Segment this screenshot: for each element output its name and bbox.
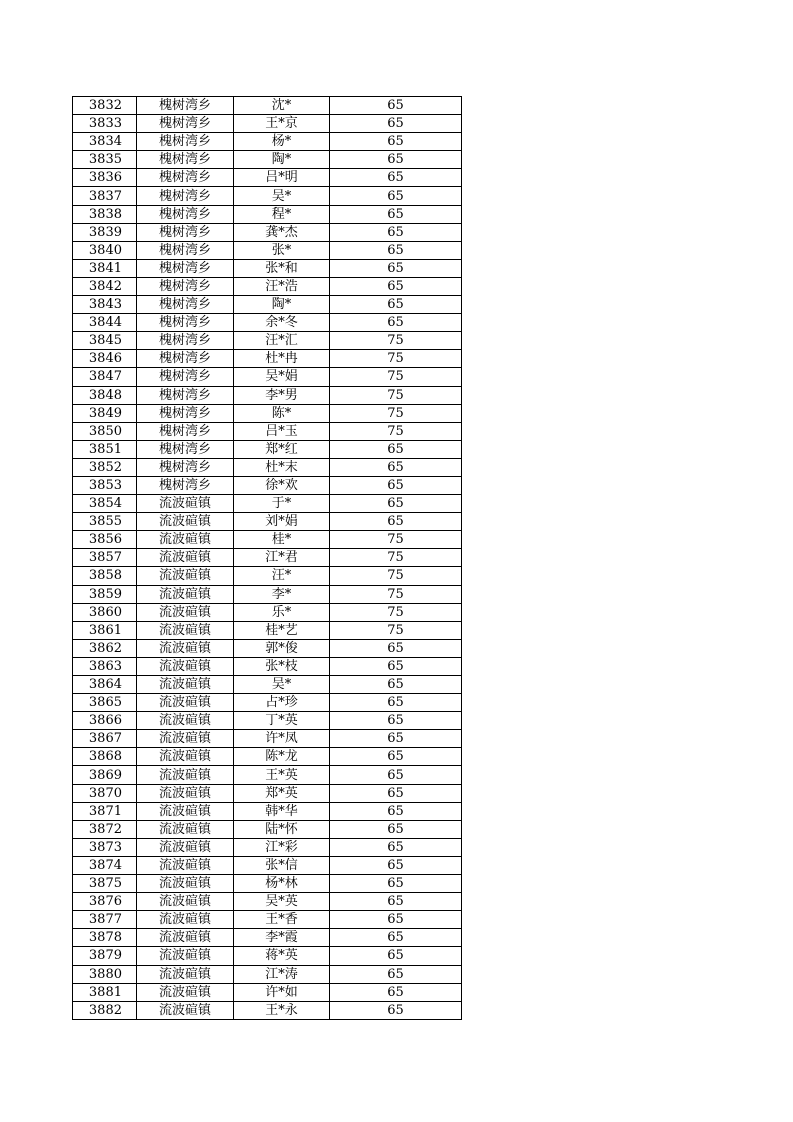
name-cell: 吕*明 (234, 169, 330, 187)
township-cell: 流波碹镇 (137, 893, 234, 911)
table-row (73, 386, 462, 404)
amount-cell: 65 (330, 97, 462, 115)
row-number-cell: 3836 (73, 169, 137, 187)
name-cell: 江*涛 (234, 965, 330, 983)
table-row (73, 531, 462, 549)
row-number-cell: 3859 (73, 585, 137, 603)
amount-cell: 75 (330, 621, 462, 639)
row-number-cell: 3833 (73, 115, 137, 133)
row-number-cell: 3861 (73, 621, 137, 639)
township-cell: 流波碹镇 (137, 748, 234, 766)
name-cell: 丁*英 (234, 712, 330, 730)
name-cell: 江*君 (234, 549, 330, 567)
name-cell: 蒋*英 (234, 947, 330, 965)
table-row (73, 838, 462, 856)
row-number-cell: 3842 (73, 277, 137, 295)
table-row (73, 205, 462, 223)
row-number-cell: 3878 (73, 929, 137, 947)
township-cell: 槐树湾乡 (137, 241, 234, 259)
name-cell: 陈* (234, 404, 330, 422)
table-row (73, 115, 462, 133)
row-number-cell: 3835 (73, 151, 137, 169)
name-cell: 桂* (234, 531, 330, 549)
amount-cell: 65 (330, 476, 462, 494)
township-cell: 流波碹镇 (137, 802, 234, 820)
township-cell: 流波碹镇 (137, 639, 234, 657)
amount-cell: 65 (330, 241, 462, 259)
name-cell: 王*永 (234, 1001, 330, 1019)
name-cell: 王*香 (234, 911, 330, 929)
table-row (73, 476, 462, 494)
row-number-cell: 3881 (73, 983, 137, 1001)
amount-cell: 65 (330, 495, 462, 513)
township-cell: 槐树湾乡 (137, 404, 234, 422)
name-cell: 陆*怀 (234, 820, 330, 838)
name-cell: 刘*娟 (234, 513, 330, 531)
township-cell: 流波碹镇 (137, 531, 234, 549)
name-cell: 吴*英 (234, 893, 330, 911)
amount-cell: 65 (330, 748, 462, 766)
amount-cell: 65 (330, 205, 462, 223)
row-number-cell: 3845 (73, 332, 137, 350)
amount-cell: 65 (330, 440, 462, 458)
name-cell: 杨*林 (234, 875, 330, 893)
township-cell: 流波碹镇 (137, 585, 234, 603)
name-cell: 程* (234, 205, 330, 223)
table-row (73, 97, 462, 115)
name-cell: 乐* (234, 603, 330, 621)
table-row (73, 802, 462, 820)
township-cell: 流波碹镇 (137, 838, 234, 856)
township-cell: 流波碹镇 (137, 712, 234, 730)
row-number-cell: 3868 (73, 748, 137, 766)
township-cell: 流波碹镇 (137, 929, 234, 947)
table-row (73, 277, 462, 295)
table-row (73, 911, 462, 929)
amount-cell: 75 (330, 386, 462, 404)
name-cell: 桂*艺 (234, 621, 330, 639)
name-cell: 汪*浩 (234, 277, 330, 295)
township-cell: 槐树湾乡 (137, 314, 234, 332)
township-cell: 槐树湾乡 (137, 223, 234, 241)
data-table (72, 96, 462, 1020)
amount-cell: 75 (330, 350, 462, 368)
row-number-cell: 3834 (73, 133, 137, 151)
table-row (73, 929, 462, 947)
table-row (73, 495, 462, 513)
name-cell: 郑*红 (234, 440, 330, 458)
table-row (73, 965, 462, 983)
row-number-cell: 3840 (73, 241, 137, 259)
township-cell: 流波碹镇 (137, 766, 234, 784)
table-row (73, 332, 462, 350)
row-number-cell: 3871 (73, 802, 137, 820)
amount-cell: 65 (330, 947, 462, 965)
table-row (73, 657, 462, 675)
township-cell: 流波碹镇 (137, 730, 234, 748)
amount-cell: 65 (330, 187, 462, 205)
township-cell: 流波碹镇 (137, 694, 234, 712)
table-row (73, 712, 462, 730)
table-row (73, 875, 462, 893)
name-cell: 李*霞 (234, 929, 330, 947)
name-cell: 陶* (234, 296, 330, 314)
name-cell: 占*珍 (234, 694, 330, 712)
township-cell: 槐树湾乡 (137, 151, 234, 169)
table-row (73, 314, 462, 332)
name-cell: 吕*玉 (234, 422, 330, 440)
row-number-cell: 3866 (73, 712, 137, 730)
township-cell: 槐树湾乡 (137, 259, 234, 277)
table-row (73, 730, 462, 748)
row-number-cell: 3832 (73, 97, 137, 115)
table-row (73, 169, 462, 187)
row-number-cell: 3880 (73, 965, 137, 983)
table-row (73, 187, 462, 205)
name-cell: 李*男 (234, 386, 330, 404)
table-row (73, 621, 462, 639)
row-number-cell: 3850 (73, 422, 137, 440)
row-number-cell: 3849 (73, 404, 137, 422)
township-cell: 槐树湾乡 (137, 133, 234, 151)
amount-cell: 65 (330, 983, 462, 1001)
township-cell: 流波碹镇 (137, 820, 234, 838)
name-cell: 杜*冉 (234, 350, 330, 368)
name-cell: 徐*欢 (234, 476, 330, 494)
amount-cell: 75 (330, 531, 462, 549)
table-row (73, 404, 462, 422)
row-number-cell: 3863 (73, 657, 137, 675)
row-number-cell: 3870 (73, 784, 137, 802)
amount-cell: 75 (330, 567, 462, 585)
name-cell: 许*如 (234, 983, 330, 1001)
amount-cell: 65 (330, 1001, 462, 1019)
amount-cell: 75 (330, 549, 462, 567)
township-cell: 流波碹镇 (137, 603, 234, 621)
row-number-cell: 3844 (73, 314, 137, 332)
table-row (73, 223, 462, 241)
row-number-cell: 3860 (73, 603, 137, 621)
township-cell: 槐树湾乡 (137, 350, 234, 368)
amount-cell: 65 (330, 893, 462, 911)
amount-cell: 65 (330, 296, 462, 314)
township-cell: 槐树湾乡 (137, 187, 234, 205)
row-number-cell: 3864 (73, 676, 137, 694)
row-number-cell: 3869 (73, 766, 137, 784)
township-cell: 槐树湾乡 (137, 296, 234, 314)
row-number-cell: 3874 (73, 856, 137, 874)
amount-cell: 65 (330, 802, 462, 820)
amount-cell: 65 (330, 223, 462, 241)
township-cell: 流波碹镇 (137, 567, 234, 585)
township-cell: 流波碹镇 (137, 657, 234, 675)
amount-cell: 65 (330, 277, 462, 295)
amount-cell: 65 (330, 965, 462, 983)
row-number-cell: 3837 (73, 187, 137, 205)
name-cell: 陶* (234, 151, 330, 169)
row-number-cell: 3882 (73, 1001, 137, 1019)
row-number-cell: 3862 (73, 639, 137, 657)
row-number-cell: 3851 (73, 440, 137, 458)
amount-cell: 65 (330, 639, 462, 657)
name-cell: 杜*末 (234, 458, 330, 476)
table-row (73, 440, 462, 458)
table-row (73, 784, 462, 802)
table-row (73, 893, 462, 911)
name-cell: 韩*华 (234, 802, 330, 820)
table-row (73, 1001, 462, 1019)
name-cell: 张* (234, 241, 330, 259)
township-cell: 流波碹镇 (137, 911, 234, 929)
amount-cell: 75 (330, 603, 462, 621)
row-number-cell: 3879 (73, 947, 137, 965)
row-number-cell: 3858 (73, 567, 137, 585)
amount-cell: 65 (330, 259, 462, 277)
amount-cell: 65 (330, 657, 462, 675)
row-number-cell: 3857 (73, 549, 137, 567)
table-row (73, 368, 462, 386)
row-number-cell: 3877 (73, 911, 137, 929)
row-number-cell: 3843 (73, 296, 137, 314)
amount-cell: 65 (330, 115, 462, 133)
name-cell: 张*信 (234, 856, 330, 874)
amount-cell: 75 (330, 585, 462, 603)
township-cell: 流波碹镇 (137, 983, 234, 1001)
table-row (73, 422, 462, 440)
township-cell: 流波碹镇 (137, 856, 234, 874)
township-cell: 槐树湾乡 (137, 458, 234, 476)
row-number-cell: 3872 (73, 820, 137, 838)
amount-cell: 65 (330, 676, 462, 694)
row-number-cell: 3853 (73, 476, 137, 494)
township-cell: 流波碹镇 (137, 1001, 234, 1019)
amount-cell: 65 (330, 929, 462, 947)
amount-cell: 65 (330, 784, 462, 802)
name-cell: 沈* (234, 97, 330, 115)
township-cell: 槐树湾乡 (137, 386, 234, 404)
table-row (73, 133, 462, 151)
row-number-cell: 3848 (73, 386, 137, 404)
amount-cell: 65 (330, 169, 462, 187)
row-number-cell: 3855 (73, 513, 137, 531)
amount-cell: 65 (330, 730, 462, 748)
row-number-cell: 3876 (73, 893, 137, 911)
table-row (73, 856, 462, 874)
township-cell: 流波碹镇 (137, 621, 234, 639)
row-number-cell: 3856 (73, 531, 137, 549)
table-row (73, 567, 462, 585)
township-cell: 流波碹镇 (137, 513, 234, 531)
row-number-cell: 3841 (73, 259, 137, 277)
row-number-cell: 3865 (73, 694, 137, 712)
amount-cell: 65 (330, 766, 462, 784)
amount-cell: 65 (330, 151, 462, 169)
row-number-cell: 3852 (73, 458, 137, 476)
table-row (73, 513, 462, 531)
table-row (73, 820, 462, 838)
township-cell: 槐树湾乡 (137, 476, 234, 494)
name-cell: 吴* (234, 187, 330, 205)
amount-cell: 65 (330, 513, 462, 531)
row-number-cell: 3846 (73, 350, 137, 368)
row-number-cell: 3838 (73, 205, 137, 223)
name-cell: 龚*杰 (234, 223, 330, 241)
amount-cell: 65 (330, 911, 462, 929)
township-cell: 流波碹镇 (137, 947, 234, 965)
row-number-cell: 3847 (73, 368, 137, 386)
name-cell: 许*凤 (234, 730, 330, 748)
row-number-cell: 3873 (73, 838, 137, 856)
table-row (73, 585, 462, 603)
name-cell: 张*和 (234, 259, 330, 277)
township-cell: 流波碹镇 (137, 549, 234, 567)
amount-cell: 65 (330, 875, 462, 893)
township-cell: 槐树湾乡 (137, 422, 234, 440)
amount-cell: 65 (330, 314, 462, 332)
table-row (73, 151, 462, 169)
township-cell: 槐树湾乡 (137, 440, 234, 458)
amount-cell: 65 (330, 712, 462, 730)
name-cell: 陈*龙 (234, 748, 330, 766)
amount-cell: 75 (330, 332, 462, 350)
row-number-cell: 3854 (73, 495, 137, 513)
row-number-cell: 3875 (73, 875, 137, 893)
amount-cell: 65 (330, 820, 462, 838)
township-cell: 槐树湾乡 (137, 115, 234, 133)
name-cell: 余*冬 (234, 314, 330, 332)
township-cell: 流波碹镇 (137, 965, 234, 983)
amount-cell: 65 (330, 856, 462, 874)
row-number-cell: 3867 (73, 730, 137, 748)
table-row (73, 603, 462, 621)
amount-cell: 75 (330, 368, 462, 386)
township-cell: 槐树湾乡 (137, 97, 234, 115)
table-row (73, 766, 462, 784)
name-cell: 李* (234, 585, 330, 603)
township-cell: 槐树湾乡 (137, 368, 234, 386)
name-cell: 王*京 (234, 115, 330, 133)
name-cell: 郑*英 (234, 784, 330, 802)
name-cell: 郭*俊 (234, 639, 330, 657)
name-cell: 汪* (234, 567, 330, 585)
amount-cell: 65 (330, 694, 462, 712)
name-cell: 杨* (234, 133, 330, 151)
table-row (73, 549, 462, 567)
township-cell: 流波碹镇 (137, 676, 234, 694)
amount-cell: 65 (330, 133, 462, 151)
table-row (73, 676, 462, 694)
township-cell: 槐树湾乡 (137, 205, 234, 223)
amount-cell: 65 (330, 838, 462, 856)
table-body (73, 97, 462, 1020)
table-row (73, 748, 462, 766)
amount-cell: 75 (330, 422, 462, 440)
table-row (73, 350, 462, 368)
township-cell: 槐树湾乡 (137, 332, 234, 350)
row-number-cell: 3839 (73, 223, 137, 241)
name-cell: 吴* (234, 676, 330, 694)
township-cell: 流波碹镇 (137, 784, 234, 802)
table-row (73, 947, 462, 965)
table-row (73, 259, 462, 277)
table-row (73, 241, 462, 259)
amount-cell: 65 (330, 458, 462, 476)
table-row (73, 458, 462, 476)
name-cell: 吴*娟 (234, 368, 330, 386)
township-cell: 槐树湾乡 (137, 277, 234, 295)
township-cell: 槐树湾乡 (137, 169, 234, 187)
name-cell: 王*英 (234, 766, 330, 784)
table-row (73, 983, 462, 1001)
table-row (73, 694, 462, 712)
name-cell: 汪*汇 (234, 332, 330, 350)
township-cell: 流波碹镇 (137, 495, 234, 513)
amount-cell: 75 (330, 404, 462, 422)
township-cell: 流波碹镇 (137, 875, 234, 893)
table-row (73, 639, 462, 657)
name-cell: 江*彩 (234, 838, 330, 856)
name-cell: 于* (234, 495, 330, 513)
name-cell: 张*枝 (234, 657, 330, 675)
table-row (73, 296, 462, 314)
